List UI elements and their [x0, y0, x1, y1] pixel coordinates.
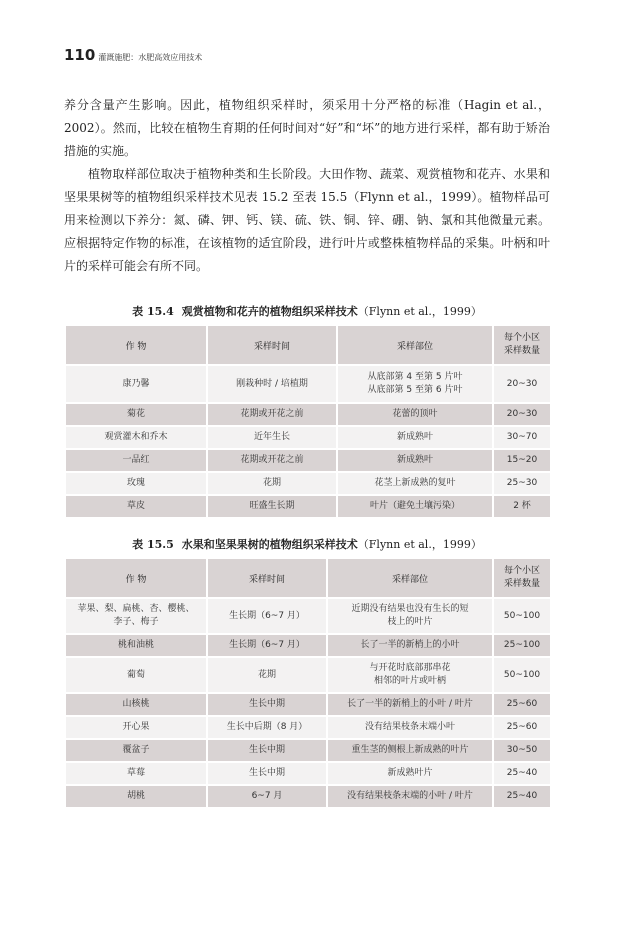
- column-header: 采样时间: [207, 325, 337, 365]
- table-row: [65, 403, 551, 426]
- table-cell: 30~50: [493, 739, 551, 762]
- body-text: [64, 94, 550, 278]
- column-header: 采样部位: [327, 558, 493, 598]
- data-table: [64, 557, 552, 809]
- table-cell: 从底部第 4 至第 5 片叶 从底部第 5 至第 6 片叶: [337, 365, 493, 403]
- table-cell: 花期: [207, 472, 337, 495]
- paragraph: 植物取样部位取决于植物种类和生长阶段。大田作物、蔬菜、观赏植物和花卉、水果和坚果果树等的植物组织采样技术见表 15.2 至表 15.5（Flynn et al.，1999）。植物样品可用来检测以下养分：氮、磷、钾、钙、镁、硫、铁、铜、锌、硼、钠、氯和其他微量元素。应根据特定作物的标准，在该植物的适宜阶段，进行叶片或整株植物样品的采集。叶柄和叶片的采样可能会有所不同。: [64, 167, 550, 273]
- table-cell: 25~60: [493, 716, 551, 739]
- table-row: [65, 762, 551, 785]
- table-title: 水果和坚果果树的植物组织采样技术: [181, 538, 358, 551]
- table-reference: （Flynn et al.，1999）: [357, 538, 482, 551]
- table-cell: 花茎上新成熟的复叶: [337, 472, 493, 495]
- table-number: 表 15.4: [132, 305, 174, 318]
- table-cell: 新成熟叶: [337, 449, 493, 472]
- table-cell: 刚栽种时 / 培植期: [207, 365, 337, 403]
- table-cell: 生长期（6~7 月）: [207, 598, 327, 634]
- table-cell: 叶片（避免土壤污染）: [337, 495, 493, 518]
- table-row: [65, 657, 551, 693]
- column-header: 采样时间: [207, 558, 327, 598]
- table-cell: 花蕾的顶叶: [337, 403, 493, 426]
- table-cell: 没有结果枝条末端的小叶 / 叶片: [327, 785, 493, 808]
- table-cell: 生长中期: [207, 739, 327, 762]
- table-cell: 生长期（6~7 月）: [207, 634, 327, 657]
- table-cell: 2 杯: [493, 495, 551, 518]
- table-cell: 50~100: [493, 598, 551, 634]
- table-cell: 苹果、梨、扁桃、杏、樱桃、 李子、梅子: [65, 598, 207, 634]
- column-header: 作 物: [65, 325, 207, 365]
- table-cell: 玫瑰: [65, 472, 207, 495]
- table-title: 观赏植物和花卉的植物组织采样技术: [181, 305, 358, 318]
- table-cell: 胡桃: [65, 785, 207, 808]
- table-row: [65, 785, 551, 808]
- table-row: [65, 716, 551, 739]
- page-number: 110: [64, 46, 96, 64]
- table-header-row: [65, 558, 551, 598]
- table-cell: 重生茎的侧根上新成熟的叶片: [327, 739, 493, 762]
- table-cell: 25~30: [493, 472, 551, 495]
- table-row: [65, 693, 551, 716]
- table-cell: 25~100: [493, 634, 551, 657]
- table-cell: 覆盆子: [65, 739, 207, 762]
- table-row: [65, 739, 551, 762]
- table-header-row: [65, 325, 551, 365]
- table-row: [65, 598, 551, 634]
- table-cell: 葡萄: [65, 657, 207, 693]
- data-table: [64, 324, 552, 519]
- table-cell: 花期或开花之前: [207, 403, 337, 426]
- table-cell: 康乃馨: [65, 365, 207, 403]
- table-cell: 山核桃: [65, 693, 207, 716]
- table-cell: 生长中期: [207, 762, 327, 785]
- table-cell: 25~40: [493, 762, 551, 785]
- column-header: 采样部位: [337, 325, 493, 365]
- table-row: [65, 426, 551, 449]
- table-cell: 草皮: [65, 495, 207, 518]
- column-header: 每个小区 采样数量: [493, 558, 551, 598]
- table-cell: 菊花: [65, 403, 207, 426]
- table-cell: 长了一半的新梢上的小叶: [327, 634, 493, 657]
- table-cell: 50~100: [493, 657, 551, 693]
- table-cell: 一品红: [65, 449, 207, 472]
- table-cell: 开心果: [65, 716, 207, 739]
- table-number: 表 15.5: [132, 538, 174, 551]
- column-header: 作 物: [65, 558, 207, 598]
- table-cell: 长了一半的新梢上的小叶 / 叶片: [327, 693, 493, 716]
- table-row: [65, 365, 551, 403]
- table-cell: 桃和油桃: [65, 634, 207, 657]
- table-cell: 近年生长: [207, 426, 337, 449]
- table-caption: [64, 303, 550, 319]
- table-cell: 15~20: [493, 449, 551, 472]
- table-cell: 生长中期: [207, 693, 327, 716]
- table-cell: 新成熟叶片: [327, 762, 493, 785]
- table-cell: 新成熟叶: [337, 426, 493, 449]
- table-cell: 20~30: [493, 403, 551, 426]
- table-reference: （Flynn et al.，1999）: [357, 305, 482, 318]
- table-cell: 近期没有结果也没有生长的短 枝上的叶片: [327, 598, 493, 634]
- table-row: [65, 472, 551, 495]
- page-header: [64, 46, 202, 64]
- table-cell: 25~60: [493, 693, 551, 716]
- table-cell: 观赏灌木和乔木: [65, 426, 207, 449]
- table-row: [65, 449, 551, 472]
- column-header: 每个小区 采样数量: [493, 325, 551, 365]
- table-cell: 20~30: [493, 365, 551, 403]
- table-row: [65, 634, 551, 657]
- running-title: 灌溉施肥：水肥高效应用技术: [98, 53, 203, 62]
- table-cell: 旺盛生长期: [207, 495, 337, 518]
- table-cell: 花期或开花之前: [207, 449, 337, 472]
- table-caption: [64, 536, 550, 552]
- table-cell: 30~70: [493, 426, 551, 449]
- table-cell: 没有结果枝条末端小叶: [327, 716, 493, 739]
- table-row: [65, 495, 551, 518]
- table-cell: 6~7 月: [207, 785, 327, 808]
- table-cell: 与开花时底部那串花 相邻的叶片或叶柄: [327, 657, 493, 693]
- table-cell: 花期: [207, 657, 327, 693]
- table-cell: 25~40: [493, 785, 551, 808]
- table-cell: 草莓: [65, 762, 207, 785]
- table-cell: 生长中后期（8 月）: [207, 716, 327, 739]
- paragraph: 养分含量产生影响。因此，植物组织采样时，须采用十分严格的标准（Hagin et al.，2002）。然而，比较在植物生育期的任何时间对“好”和“坏”的地方进行采样，都有助于矫治措施的实施。: [64, 98, 550, 158]
